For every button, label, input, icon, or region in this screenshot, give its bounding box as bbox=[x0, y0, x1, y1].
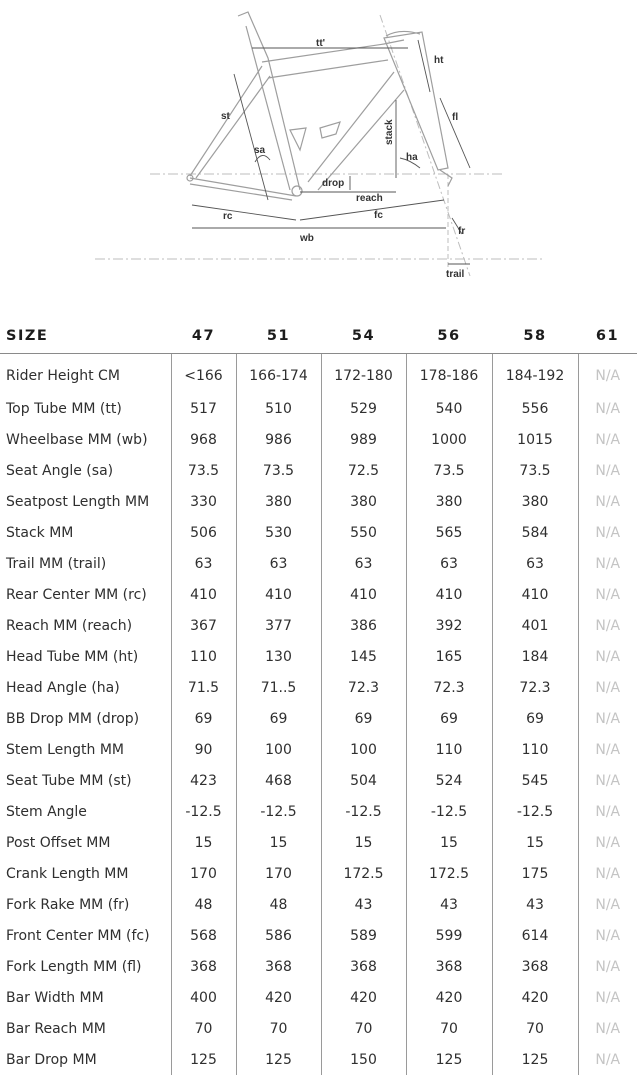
label-drop: drop bbox=[322, 178, 345, 189]
table-cell: N/A bbox=[578, 827, 637, 858]
table-cell: 517 bbox=[171, 393, 236, 424]
row-label: Fork Length MM (fl) bbox=[6, 958, 142, 975]
table-cell: 586 bbox=[236, 920, 321, 951]
table-cell: 368 bbox=[236, 951, 321, 982]
label-fc: fc bbox=[374, 210, 383, 221]
row-label: Wheelbase MM (wb) bbox=[6, 431, 148, 448]
label-rc: rc bbox=[223, 211, 233, 222]
table-cell: 172-180 bbox=[321, 354, 406, 394]
table-cell: 420 bbox=[406, 982, 492, 1013]
table-cell: 90 bbox=[171, 734, 236, 765]
table-cell: 178-186 bbox=[406, 354, 492, 394]
down-tube bbox=[308, 72, 394, 182]
table-cell: 368 bbox=[321, 951, 406, 982]
table-cell: N/A bbox=[578, 548, 637, 579]
table-row bbox=[0, 672, 637, 703]
table-row bbox=[0, 393, 637, 424]
table-cell: 73.5 bbox=[492, 455, 578, 486]
table-row bbox=[0, 486, 637, 517]
table-cell: 614 bbox=[492, 920, 578, 951]
table-cell: -12.5 bbox=[321, 796, 406, 827]
table-cell: 468 bbox=[236, 765, 321, 796]
table-cell: 110 bbox=[406, 734, 492, 765]
table-cell: 100 bbox=[236, 734, 321, 765]
table-cell: 410 bbox=[406, 579, 492, 610]
geometry-table-body bbox=[0, 354, 637, 1076]
table-cell: 368 bbox=[406, 951, 492, 982]
table-cell: -12.5 bbox=[492, 796, 578, 827]
table-cell: 70 bbox=[492, 1013, 578, 1044]
table-cell: 420 bbox=[236, 982, 321, 1013]
table-cell: 72.3 bbox=[492, 672, 578, 703]
table-cell: 73.5 bbox=[236, 455, 321, 486]
table-cell: 71.5 bbox=[171, 672, 236, 703]
table-cell: 69 bbox=[171, 703, 236, 734]
size-61-header: 61 bbox=[578, 319, 637, 354]
table-cell: 69 bbox=[321, 703, 406, 734]
table-row bbox=[0, 920, 637, 951]
table-cell: 392 bbox=[406, 610, 492, 641]
bottom-bracket bbox=[292, 186, 302, 196]
table-cell: 125 bbox=[492, 1044, 578, 1075]
table-cell: 540 bbox=[406, 393, 492, 424]
table-cell: 72.3 bbox=[406, 672, 492, 703]
table-row bbox=[0, 610, 637, 641]
table-cell: 568 bbox=[171, 920, 236, 951]
row-label: BB Drop MM (drop) bbox=[6, 710, 140, 727]
table-cell: 530 bbox=[236, 517, 321, 548]
table-cell: 1000 bbox=[406, 424, 492, 455]
table-cell: 172.5 bbox=[321, 858, 406, 889]
table-cell: 410 bbox=[492, 579, 578, 610]
table-cell: 504 bbox=[321, 765, 406, 796]
table-cell: N/A bbox=[578, 579, 637, 610]
top-tube bbox=[262, 40, 404, 62]
table-cell: 989 bbox=[321, 424, 406, 455]
table-cell: N/A bbox=[578, 517, 637, 548]
table-cell: 589 bbox=[321, 920, 406, 951]
row-label: Stack MM bbox=[6, 524, 74, 541]
row-label: Head Angle (ha) bbox=[6, 679, 120, 696]
table-cell: 166-174 bbox=[236, 354, 321, 394]
table-cell: 368 bbox=[171, 951, 236, 982]
table-cell: N/A bbox=[578, 920, 637, 951]
table-cell: 380 bbox=[406, 486, 492, 517]
label-fr: fr bbox=[458, 226, 466, 237]
label-tt: tt' bbox=[316, 38, 326, 49]
size-56-header: 56 bbox=[406, 319, 492, 354]
table-cell: 110 bbox=[492, 734, 578, 765]
table-row bbox=[0, 455, 637, 486]
table-cell: 184-192 bbox=[492, 354, 578, 394]
table-cell: 70 bbox=[406, 1013, 492, 1044]
table-cell: N/A bbox=[578, 486, 637, 517]
label-reach: reach bbox=[356, 193, 383, 204]
table-cell: 130 bbox=[236, 641, 321, 672]
table-cell: 410 bbox=[321, 579, 406, 610]
table-cell: 170 bbox=[171, 858, 236, 889]
size-header-row bbox=[0, 319, 637, 354]
table-cell: -12.5 bbox=[171, 796, 236, 827]
table-cell: N/A bbox=[578, 765, 637, 796]
row-label: Front Center MM (fc) bbox=[6, 927, 150, 944]
table-cell: 100 bbox=[321, 734, 406, 765]
table-cell: 69 bbox=[406, 703, 492, 734]
table-cell: 70 bbox=[236, 1013, 321, 1044]
table-row bbox=[0, 1044, 637, 1075]
label-trail: trail bbox=[446, 269, 465, 280]
table-cell: 72.5 bbox=[321, 455, 406, 486]
table-cell: 69 bbox=[236, 703, 321, 734]
table-row bbox=[0, 827, 637, 858]
table-cell: 15 bbox=[171, 827, 236, 858]
table-cell: 110 bbox=[171, 641, 236, 672]
table-row bbox=[0, 796, 637, 827]
table-cell: 377 bbox=[236, 610, 321, 641]
label-fl: fl bbox=[452, 112, 459, 123]
frame-geometry-diagram bbox=[0, 0, 643, 300]
table-cell: 72.3 bbox=[321, 672, 406, 703]
row-label: Bar Width MM bbox=[6, 989, 104, 1006]
row-label: Bar Reach MM bbox=[6, 1020, 106, 1037]
table-row bbox=[0, 1013, 637, 1044]
table-cell: 48 bbox=[236, 889, 321, 920]
table-cell: 165 bbox=[406, 641, 492, 672]
table-cell: 145 bbox=[321, 641, 406, 672]
table-cell: N/A bbox=[578, 982, 637, 1013]
table-cell: 15 bbox=[321, 827, 406, 858]
label-wb: wb bbox=[300, 233, 314, 244]
table-cell: 125 bbox=[406, 1044, 492, 1075]
table-cell: 584 bbox=[492, 517, 578, 548]
table-row bbox=[0, 858, 637, 889]
size-54-header: 54 bbox=[321, 319, 406, 354]
table-cell: 524 bbox=[406, 765, 492, 796]
table-cell: 968 bbox=[171, 424, 236, 455]
table-cell: 172.5 bbox=[406, 858, 492, 889]
table-cell: N/A bbox=[578, 796, 637, 827]
label-sa: sa bbox=[254, 145, 266, 156]
table-cell: 184 bbox=[492, 641, 578, 672]
table-cell: 400 bbox=[171, 982, 236, 1013]
row-label: Rear Center MM (rc) bbox=[6, 586, 147, 603]
table-cell: 330 bbox=[171, 486, 236, 517]
table-cell: -12.5 bbox=[406, 796, 492, 827]
label-st: st bbox=[221, 111, 230, 122]
table-cell: 43 bbox=[321, 889, 406, 920]
table-cell: 380 bbox=[321, 486, 406, 517]
table-cell: N/A bbox=[578, 858, 637, 889]
table-cell: 43 bbox=[406, 889, 492, 920]
size-47-header: 47 bbox=[171, 319, 236, 354]
row-label: Crank Length MM bbox=[6, 865, 129, 882]
table-cell: 1015 bbox=[492, 424, 578, 455]
table-cell: 550 bbox=[321, 517, 406, 548]
row-label: Rider Height CM bbox=[6, 367, 120, 384]
table-cell: N/A bbox=[578, 1013, 637, 1044]
table-cell: 410 bbox=[236, 579, 321, 610]
row-label: Seat Angle (sa) bbox=[6, 462, 114, 479]
size-58-header: 58 bbox=[492, 319, 578, 354]
head-tube bbox=[384, 32, 448, 170]
table-cell: 175 bbox=[492, 858, 578, 889]
table-row bbox=[0, 703, 637, 734]
table-cell: 15 bbox=[492, 827, 578, 858]
row-label: Seatpost Length MM bbox=[6, 493, 150, 510]
table-cell: 506 bbox=[171, 517, 236, 548]
row-label: Post Offset MM bbox=[6, 834, 111, 851]
table-cell: 410 bbox=[171, 579, 236, 610]
table-cell: 420 bbox=[321, 982, 406, 1013]
table-row bbox=[0, 982, 637, 1013]
table-row bbox=[0, 641, 637, 672]
table-cell: 423 bbox=[171, 765, 236, 796]
table-row bbox=[0, 354, 637, 394]
table-cell: 401 bbox=[492, 610, 578, 641]
reference-lines bbox=[95, 15, 545, 278]
table-cell: 63 bbox=[236, 548, 321, 579]
table-row bbox=[0, 424, 637, 455]
table-cell: 986 bbox=[236, 424, 321, 455]
table-cell: 15 bbox=[236, 827, 321, 858]
table-cell: 510 bbox=[236, 393, 321, 424]
table-cell: N/A bbox=[578, 610, 637, 641]
table-cell: 73.5 bbox=[171, 455, 236, 486]
table-cell: 125 bbox=[236, 1044, 321, 1075]
table-cell: 420 bbox=[492, 982, 578, 1013]
row-label: Bar Drop MM bbox=[6, 1051, 97, 1068]
table-cell: 70 bbox=[321, 1013, 406, 1044]
table-cell: 386 bbox=[321, 610, 406, 641]
table-cell: 63 bbox=[406, 548, 492, 579]
table-row bbox=[0, 579, 637, 610]
label-stack: stack bbox=[384, 119, 395, 145]
table-row bbox=[0, 889, 637, 920]
table-cell: 529 bbox=[321, 393, 406, 424]
row-label: Trail MM (trail) bbox=[6, 555, 107, 572]
table-row bbox=[0, 734, 637, 765]
table-cell: 125 bbox=[171, 1044, 236, 1075]
table-cell: N/A bbox=[578, 889, 637, 920]
table-cell: 63 bbox=[492, 548, 578, 579]
table-cell: 170 bbox=[236, 858, 321, 889]
table-cell: N/A bbox=[578, 455, 637, 486]
bike-frame-diagram bbox=[0, 0, 643, 300]
table-cell: 70 bbox=[171, 1013, 236, 1044]
table-cell: <166 bbox=[171, 354, 236, 394]
table-row bbox=[0, 765, 637, 796]
table-cell: 367 bbox=[171, 610, 236, 641]
table-cell: N/A bbox=[578, 424, 637, 455]
table-cell: N/A bbox=[578, 703, 637, 734]
table-cell: 63 bbox=[171, 548, 236, 579]
table-cell: 380 bbox=[492, 486, 578, 517]
label-ha: ha bbox=[406, 152, 418, 163]
table-cell: 380 bbox=[236, 486, 321, 517]
table-cell: N/A bbox=[578, 393, 637, 424]
table-cell: 150 bbox=[321, 1044, 406, 1075]
table-cell: N/A bbox=[578, 354, 637, 394]
table-cell: 71..5 bbox=[236, 672, 321, 703]
row-label: Fork Rake MM (fr) bbox=[6, 896, 130, 913]
label-ht: ht bbox=[434, 55, 444, 66]
table-cell: 43 bbox=[492, 889, 578, 920]
table-cell: -12.5 bbox=[236, 796, 321, 827]
table-row bbox=[0, 548, 637, 579]
row-label: Reach MM (reach) bbox=[6, 617, 133, 634]
fork bbox=[440, 170, 452, 186]
row-label: Seat Tube MM (st) bbox=[6, 772, 132, 789]
table-cell: 69 bbox=[492, 703, 578, 734]
row-label: Stem Length MM bbox=[6, 741, 124, 758]
size-header: SIZE bbox=[0, 319, 171, 354]
row-label: Top Tube MM (tt) bbox=[6, 400, 122, 417]
table-cell: 63 bbox=[321, 548, 406, 579]
table-cell: 48 bbox=[171, 889, 236, 920]
table-cell: 556 bbox=[492, 393, 578, 424]
size-51-header: 51 bbox=[236, 319, 321, 354]
table-cell: N/A bbox=[578, 734, 637, 765]
row-label: Head Tube MM (ht) bbox=[6, 648, 139, 665]
table-cell: N/A bbox=[578, 1044, 637, 1075]
table-cell: 368 bbox=[492, 951, 578, 982]
table-cell: 73.5 bbox=[406, 455, 492, 486]
table-cell: 15 bbox=[406, 827, 492, 858]
table-cell: N/A bbox=[578, 641, 637, 672]
geometry-table bbox=[0, 319, 637, 1075]
table-cell: 565 bbox=[406, 517, 492, 548]
table-cell: 599 bbox=[406, 920, 492, 951]
table-cell: N/A bbox=[578, 672, 637, 703]
table-cell: N/A bbox=[578, 951, 637, 982]
seat-tube bbox=[238, 12, 300, 190]
table-row bbox=[0, 951, 637, 982]
table-row bbox=[0, 517, 637, 548]
table-cell: 545 bbox=[492, 765, 578, 796]
row-label: Stem Angle bbox=[6, 803, 87, 820]
